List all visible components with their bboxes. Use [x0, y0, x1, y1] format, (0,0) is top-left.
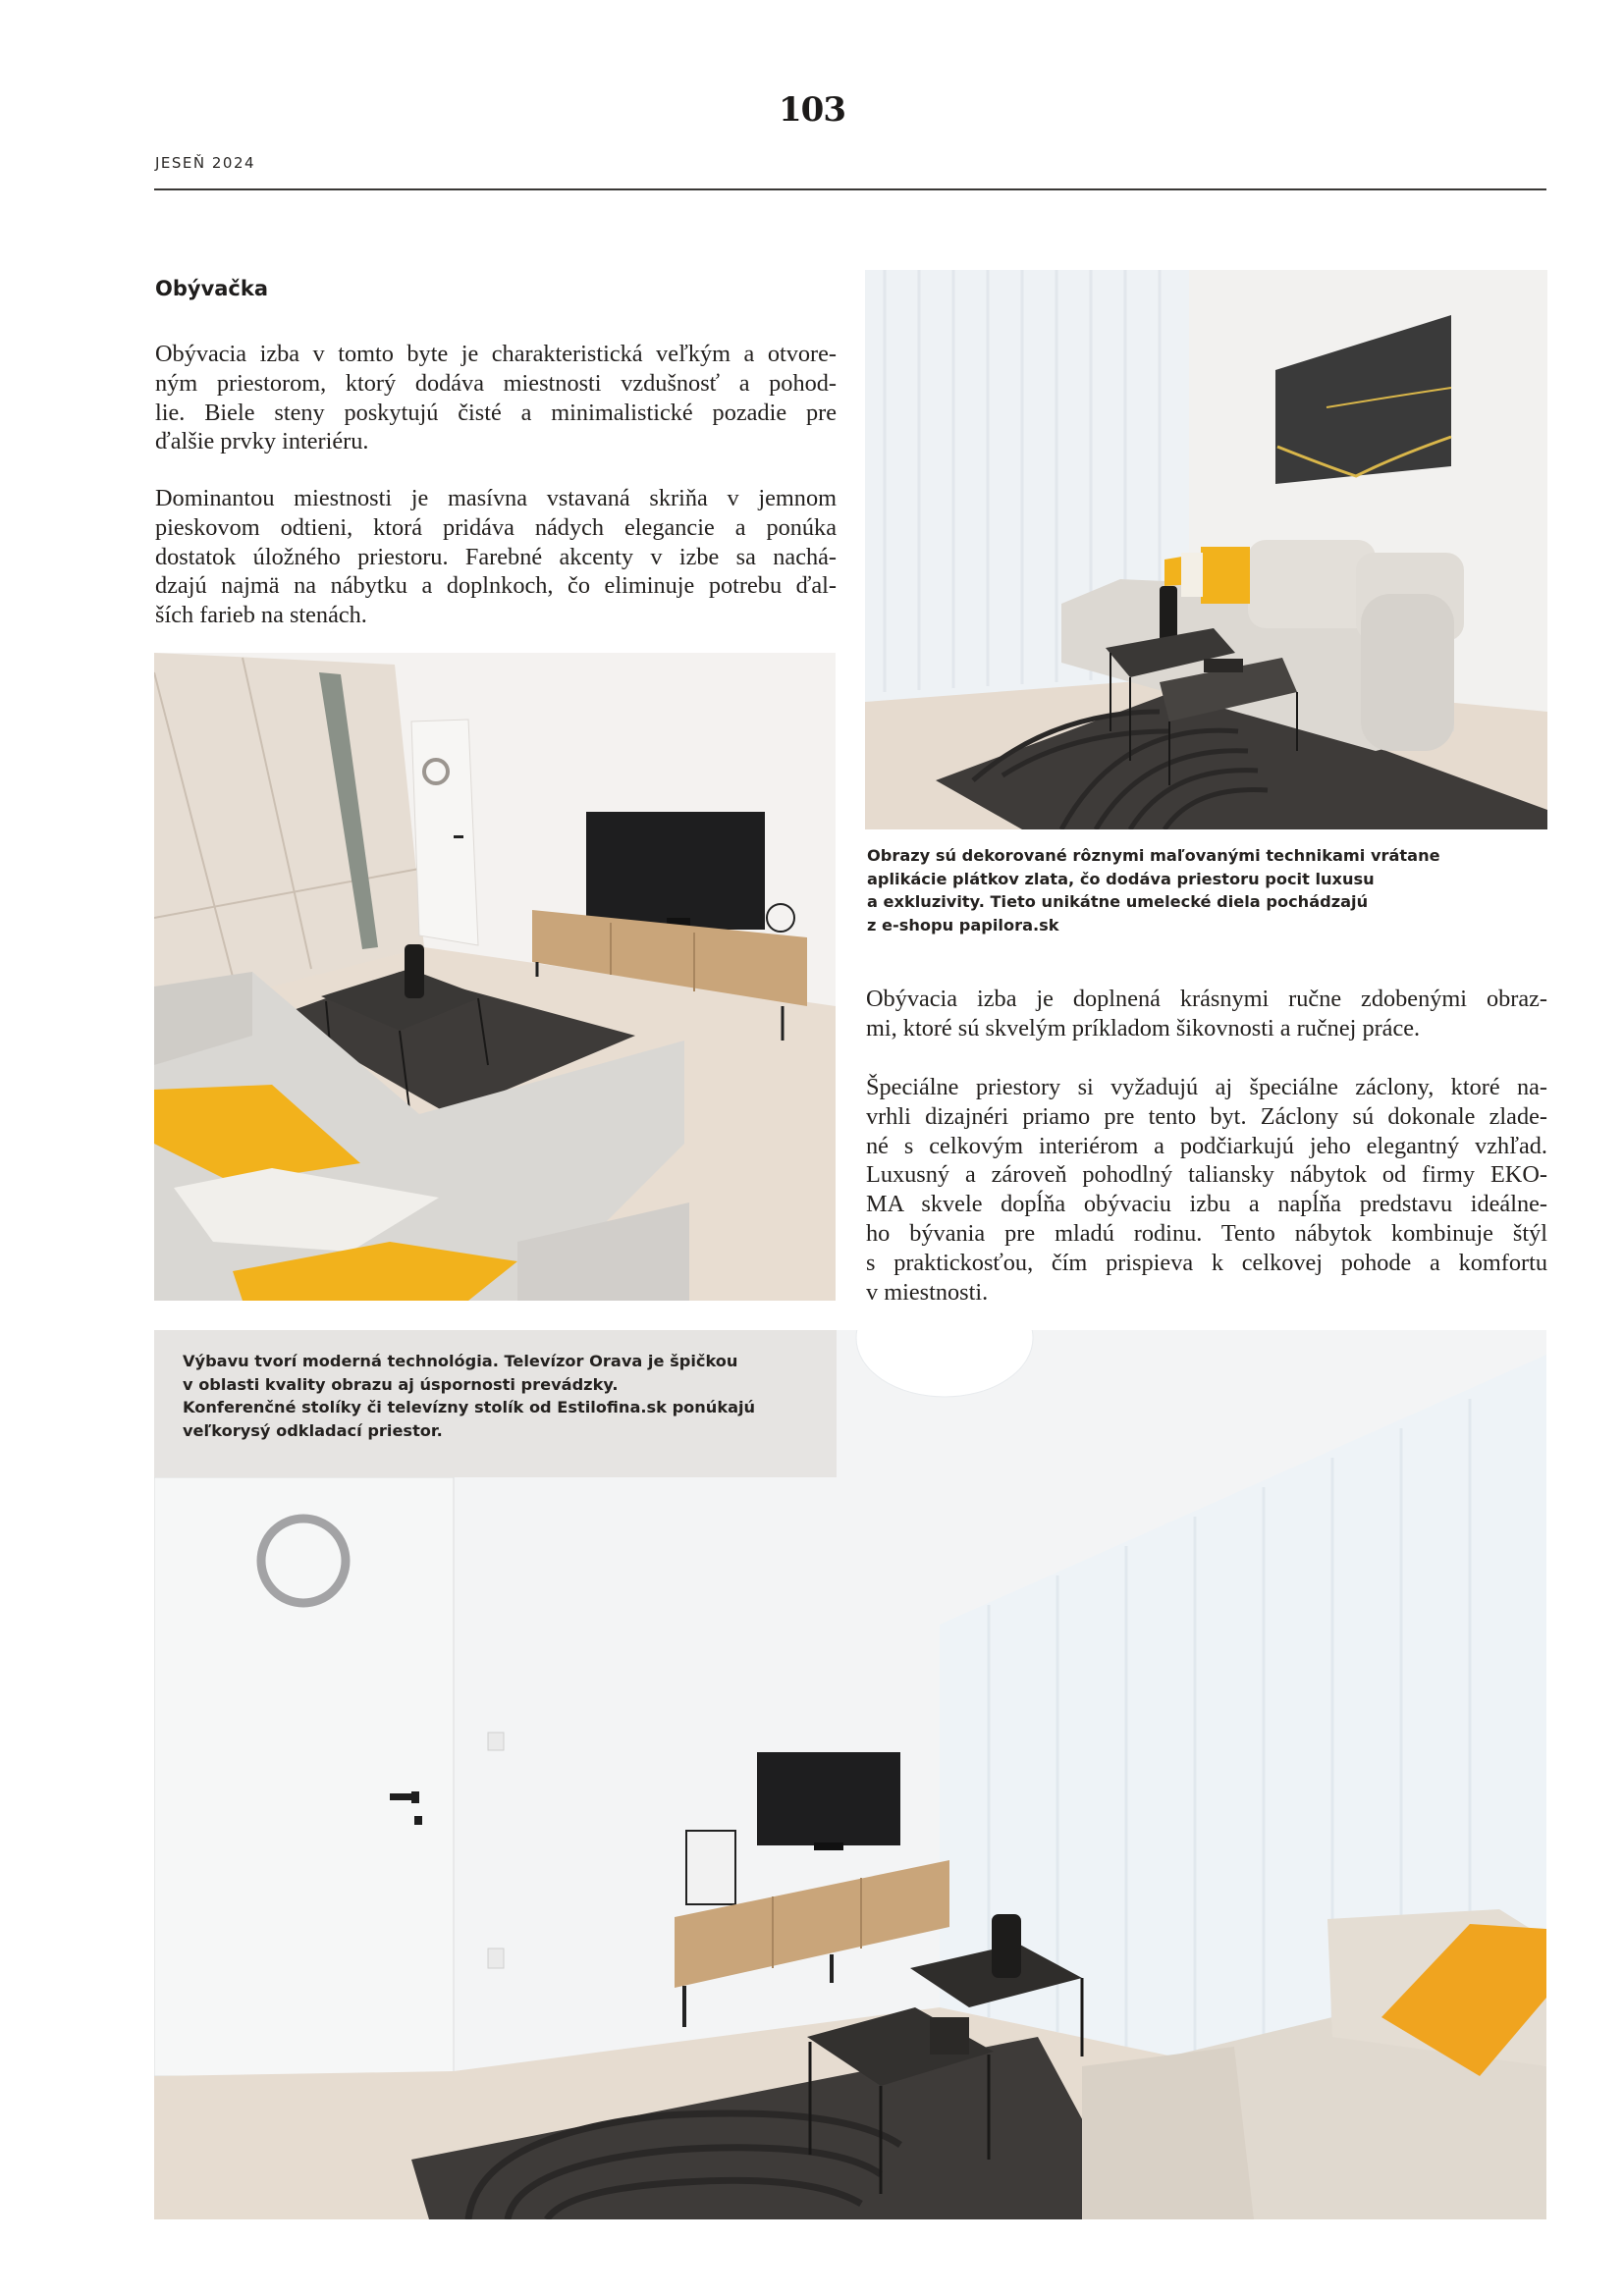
paragraph-curtains-furniture: [866, 1073, 1547, 1307]
header-divider: [154, 188, 1546, 190]
text-line: pieskovom odtieni, ktorá pridáva nádych elegancie a ponúka: [155, 513, 837, 541]
text-line: lie. Biele steny poskytujú čisté a minimalistické pozadie pre: [155, 399, 837, 426]
caption-line: Výbavu tvorí moderná technológia. Televízor Orava je špičkou: [183, 1352, 738, 1370]
text-line: vrhli dizajnéri priamo pre tento byt. Záclony sú dokonale zlade-: [866, 1102, 1547, 1130]
text-line: Obývacia izba je doplnená krásnymi ručne zdobenými obraz-: [866, 986, 1547, 1012]
caption-paintings: [867, 844, 1554, 936]
section-title: Obývačka: [155, 277, 269, 300]
text-line: s praktickosťou, čím prispieva k celkovej pohode a komfortu: [866, 1249, 1547, 1276]
caption-line: z e-shopu papilora.sk: [867, 915, 1059, 934]
text-line: Špeciálne priestory si vyžadujú aj špeciálne záclony, ktoré na-: [866, 1074, 1547, 1100]
text-line: dostatok úložného priestoru. Farebné akcenty v izbe sa nachá-: [155, 543, 837, 570]
caption-line: Konferenčné stolíky či televízny stolík od Estilofina.sk ponúkajú: [183, 1398, 756, 1417]
page-number: 103: [779, 90, 845, 130]
paragraph-paintings: [866, 985, 1547, 1043]
text-line: ným priestorom, ktorý dodáva miestnosti vzdušnosť a pohod-: [155, 369, 837, 397]
text-line: v miestnosti.: [866, 1278, 989, 1306]
caption-line: aplikácie plátkov zlata, čo dodáva priestoru pocit luxusu: [867, 869, 1375, 888]
text-line: mi, ktoré sú skvelým príkladom šikovnosti a ručnej práce.: [866, 1014, 1421, 1041]
text-line: Obývacia izba v tomto byte je charakteristická veľkým a otvore-: [155, 341, 837, 367]
text-line: ších farieb na stenách.: [155, 602, 367, 629]
caption-line: Obrazy sú dekorované rôznymi maľovanými technikami vrátane: [867, 846, 1440, 865]
caption-line: a exkluzivity. Tieto unikátne umelecké diela pochádzajú: [867, 892, 1369, 912]
caption-technology: [183, 1350, 831, 1442]
paragraph-intro: [155, 340, 837, 456]
caption-line: veľkorysý odkladací priestor.: [183, 1420, 443, 1440]
text-line: né s celkovým interiérom a podčiarkujú jeho elegantný vzhľad.: [866, 1132, 1547, 1159]
text-line: Luxusný a zároveň pohodlný taliansky nábytok od firmy EKO-: [866, 1161, 1547, 1189]
photo-sofa-painting: [865, 270, 1547, 829]
text-line: Dominantou miestnosti je masívna vstavaná skriňa v jemnom: [155, 485, 837, 511]
text-line: ho bývania pre mladú rodinu. Tento nábytok kombinuje štýl: [866, 1219, 1547, 1247]
text-line: dzajú najmä na nábytku a doplnkoch, čo eliminuje potrebu ďal-: [155, 572, 837, 600]
photo-wardrobe-tv: [154, 653, 836, 1301]
text-line: ďalšie prvky interiéru.: [155, 428, 369, 455]
caption-line: v oblasti kvality obrazu aj úspornosti prevádzky.: [183, 1374, 619, 1394]
issue-label: JESEŇ 2024: [155, 154, 256, 172]
text-line: MA skvele dopĺňa obývaciu izbu a napĺňa predstavu ideálne-: [866, 1191, 1547, 1218]
paragraph-wardrobe: [155, 484, 837, 630]
